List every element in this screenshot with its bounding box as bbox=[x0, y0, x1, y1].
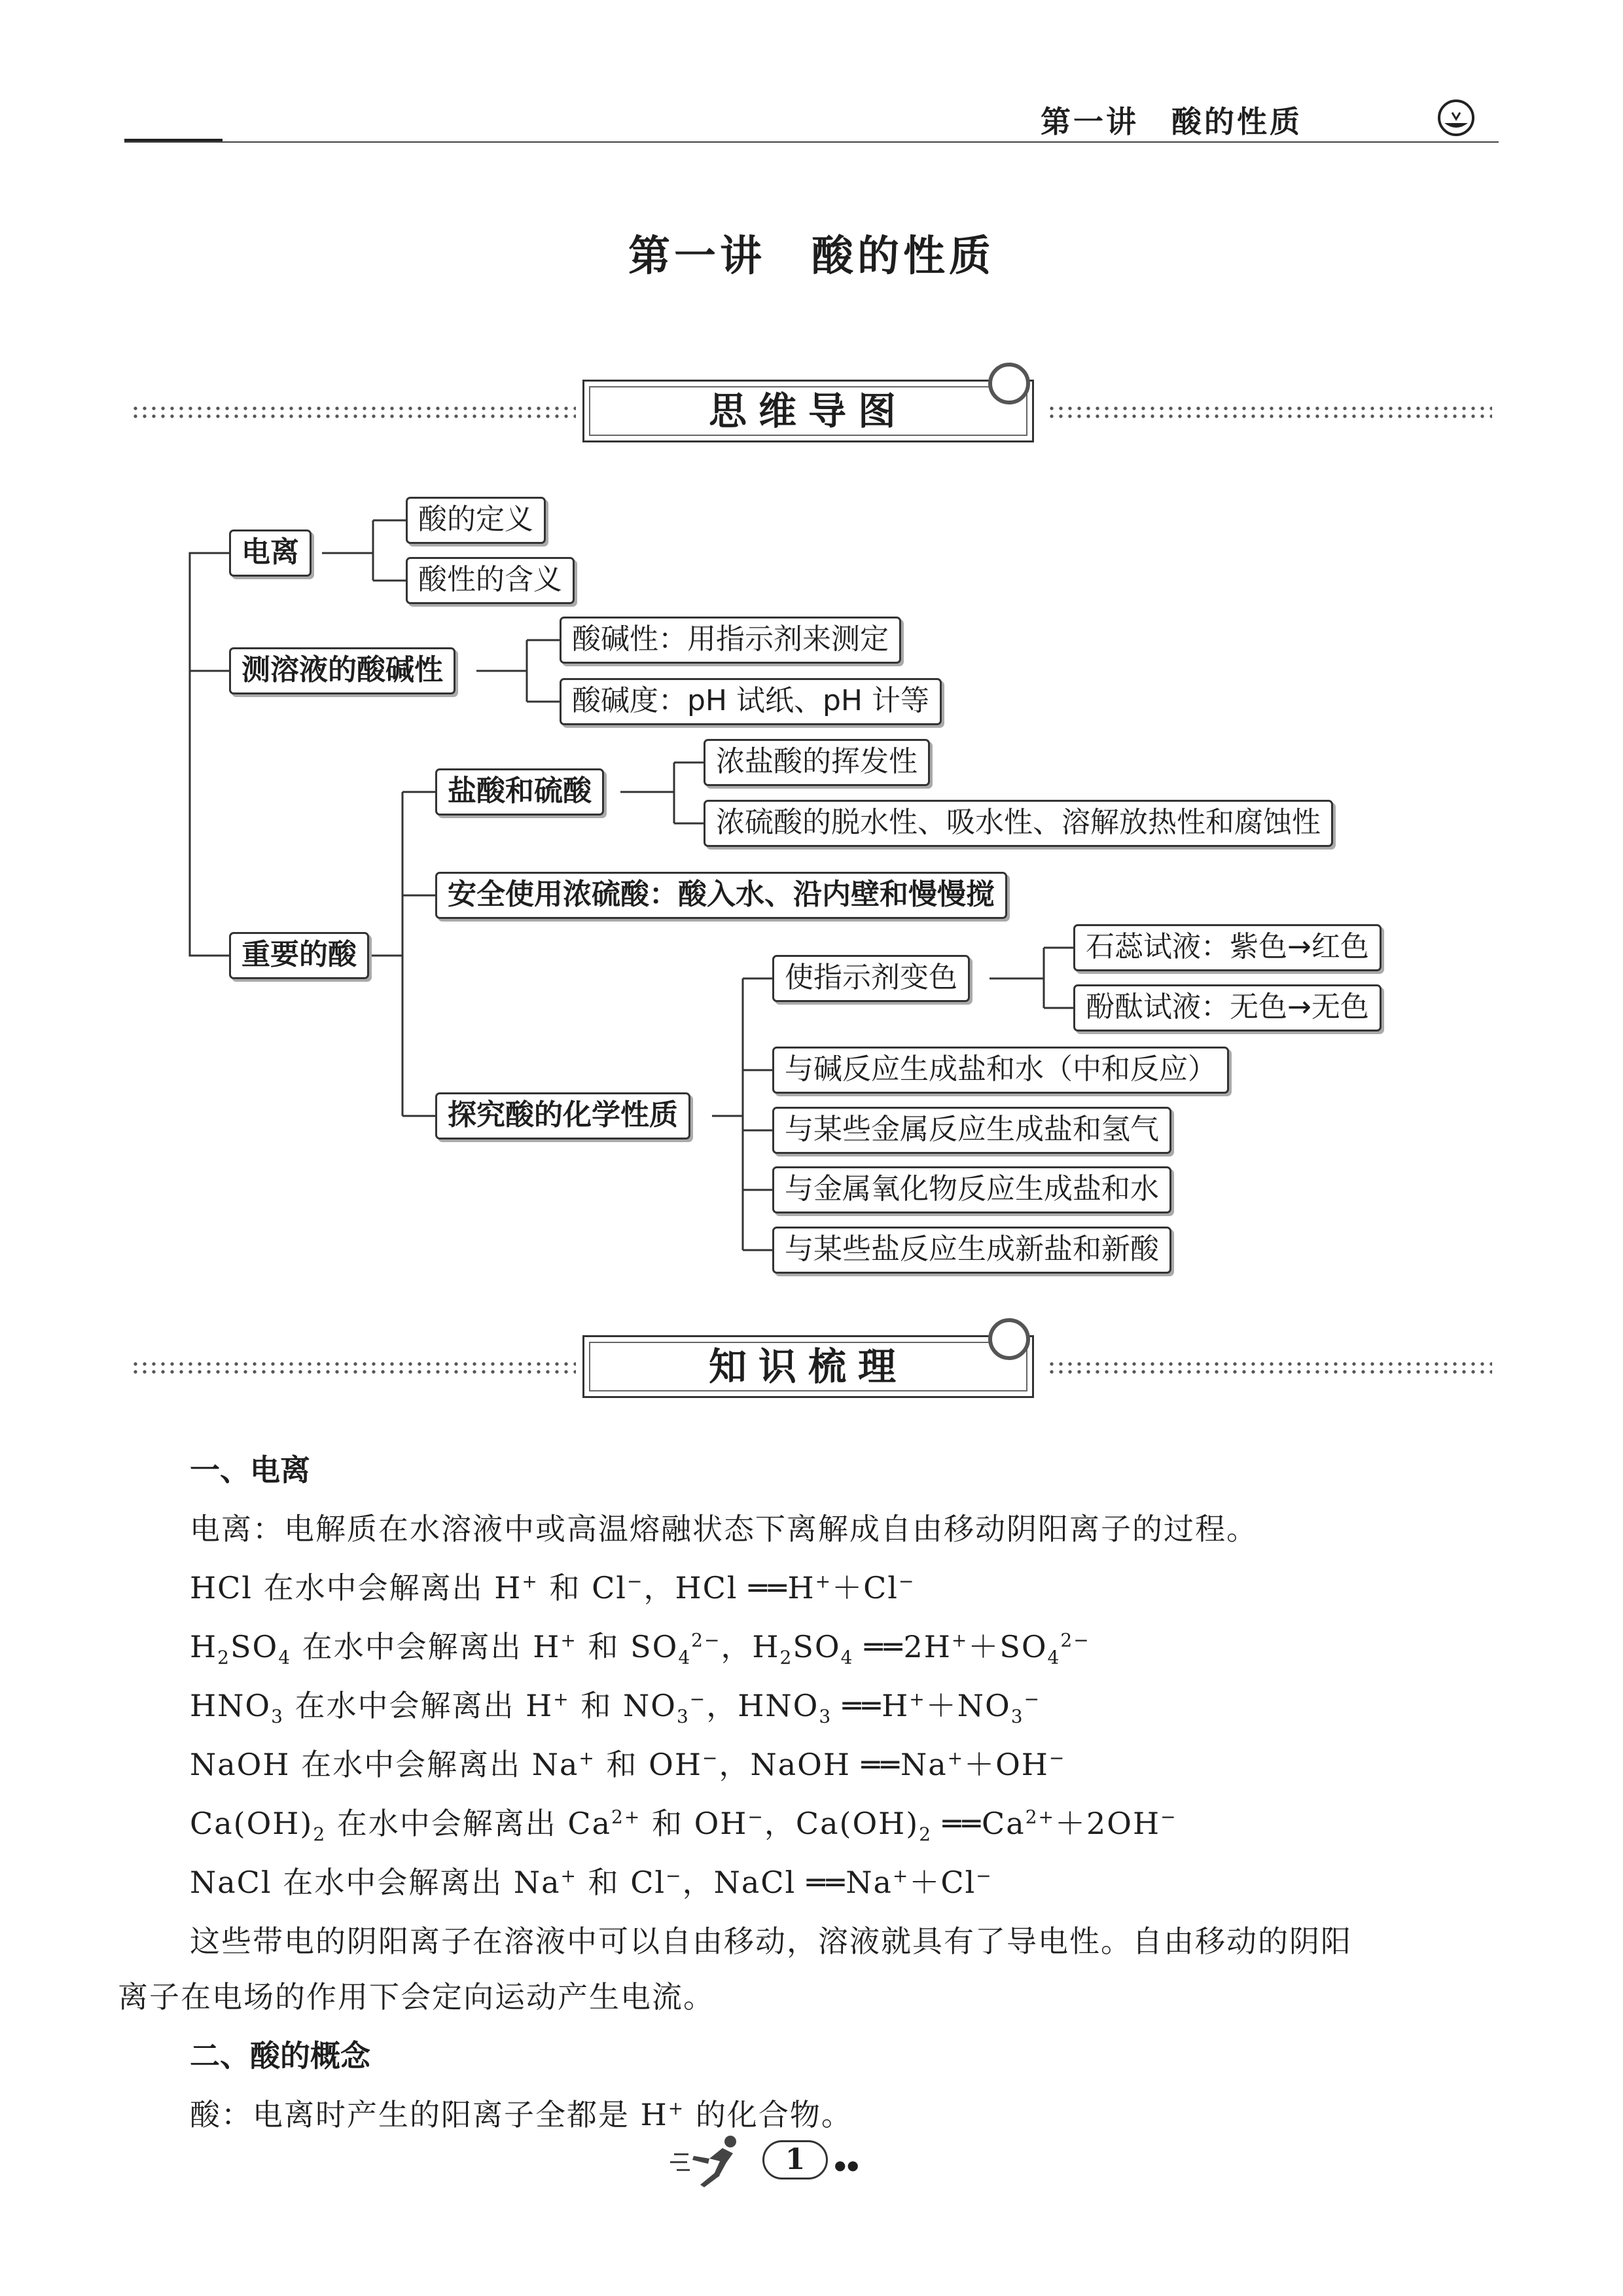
node-react-base: 与碱反应生成盐和水（中和反应） bbox=[772, 1047, 1229, 1094]
node-react-oxide: 与金属氧化物反应生成盐和水 bbox=[772, 1166, 1171, 1213]
running-header-title: 第一讲 酸的性质 bbox=[1041, 104, 1302, 139]
node-explore-chemistry: 探究酸的化学性质 bbox=[435, 1092, 690, 1139]
node-litmus: 石蕊试液：紫色→红色 bbox=[1073, 924, 1382, 971]
equation-caoh2: $Ca(OH)_2$ 在水中会解离出 $Ca^{2+}$ 和 OH−，$Ca(OH)_2$ $══Ca^{2+}+2OH^-$ bbox=[190, 1806, 1177, 1846]
conductivity-paragraph-cont: 离子在电场的作用下会定向运动产生电流。 bbox=[118, 1979, 715, 2015]
knowledge-banner bbox=[0, 1322, 1623, 1414]
node-phenolphthalein: 酚酞试液：无色→无色 bbox=[1073, 984, 1382, 1031]
node-ph-degree: 酸碱度：pH 试纸、pH 计等 bbox=[560, 678, 942, 725]
node-acidity-meaning: 酸性的含义 bbox=[406, 557, 575, 604]
acid-definition: 酸：电离时产生的阳离子全都是 H+ 的化合物。 bbox=[190, 2097, 853, 2132]
equation-h2so4: $H_2SO_4$ 在水中会解离出 H+ 和 $SO_4^{2-}$，$H_2SO_4$ $══2H^++SO_4^{2-}$ bbox=[190, 1629, 1090, 1669]
equation-naoh: NaOH 在水中会解离出 Na+ 和 OH−，NaOH ══Na+＋OH− bbox=[190, 1747, 1066, 1782]
banner-dots-left bbox=[131, 1360, 576, 1376]
knowledge-banner-title: 知识梳理 bbox=[708, 1344, 908, 1389]
ionization-definition: 电离：电解质在水溶液中或高温熔融状态下离解成自由移动阴阳离子的过程。 bbox=[190, 1511, 1258, 1547]
equation-hno3: $HNO_3$ 在水中会解离出 H+ 和 $NO_3^-$，$HNO_3$ $══H^++NO_3^-$ bbox=[190, 1688, 1041, 1728]
page-title: 第一讲 酸的性质 bbox=[628, 232, 995, 281]
equation-hcl: HCl 在水中会解离出 H+ 和 Cl−，HCl ══H+＋Cl− bbox=[190, 1570, 916, 1605]
node-acidity-indicator: 酸碱性：用指示剂来测定 bbox=[560, 617, 901, 664]
node-measure-acidity: 测溶液的酸碱性 bbox=[229, 647, 455, 694]
section-heading-acid-concept: 二、酸的概念 bbox=[190, 2038, 370, 2073]
page-number: 1 bbox=[762, 2140, 828, 2179]
banner-ring-icon bbox=[988, 1318, 1030, 1360]
conductivity-paragraph: 这些带电的阴阳离子在溶液中可以自由移动，溶液就具有了导电性。自由移动的阴阳 bbox=[190, 1924, 1352, 1959]
banner-dots-right bbox=[1047, 1360, 1492, 1376]
node-acid-definition: 酸的定义 bbox=[406, 497, 546, 544]
section-heading-ionization: 一、电离 bbox=[190, 1452, 310, 1488]
node-hcl-h2so4: 盐酸和硫酸 bbox=[435, 768, 604, 816]
node-react-metal: 与某些金属反应生成盐和氢气 bbox=[772, 1107, 1171, 1154]
node-ionization: 电离 bbox=[229, 529, 312, 577]
runner-icon bbox=[668, 2127, 759, 2193]
node-important-acids: 重要的酸 bbox=[229, 932, 369, 979]
node-react-salt: 与某些盐反应生成新盐和新酸 bbox=[772, 1227, 1171, 1274]
footer-dots: ●● bbox=[834, 2157, 860, 2173]
node-hcl-volatility: 浓盐酸的挥发性 bbox=[704, 739, 930, 786]
node-indicator-color: 使指示剂变色 bbox=[772, 955, 970, 1002]
equation-nacl: NaCl 在水中会解离出 Na+ 和 Cl−，NaCl ══Na+＋Cl− bbox=[190, 1865, 993, 1900]
node-h2so4-properties: 浓硫酸的脱水性、吸水性、溶解放热性和腐蚀性 bbox=[704, 800, 1333, 847]
node-safe-h2so4: 安全使用浓硫酸：酸入水、沿内壁和慢慢搅 bbox=[435, 872, 1007, 919]
mindmap-banner-title: 思维导图 bbox=[708, 389, 908, 433]
